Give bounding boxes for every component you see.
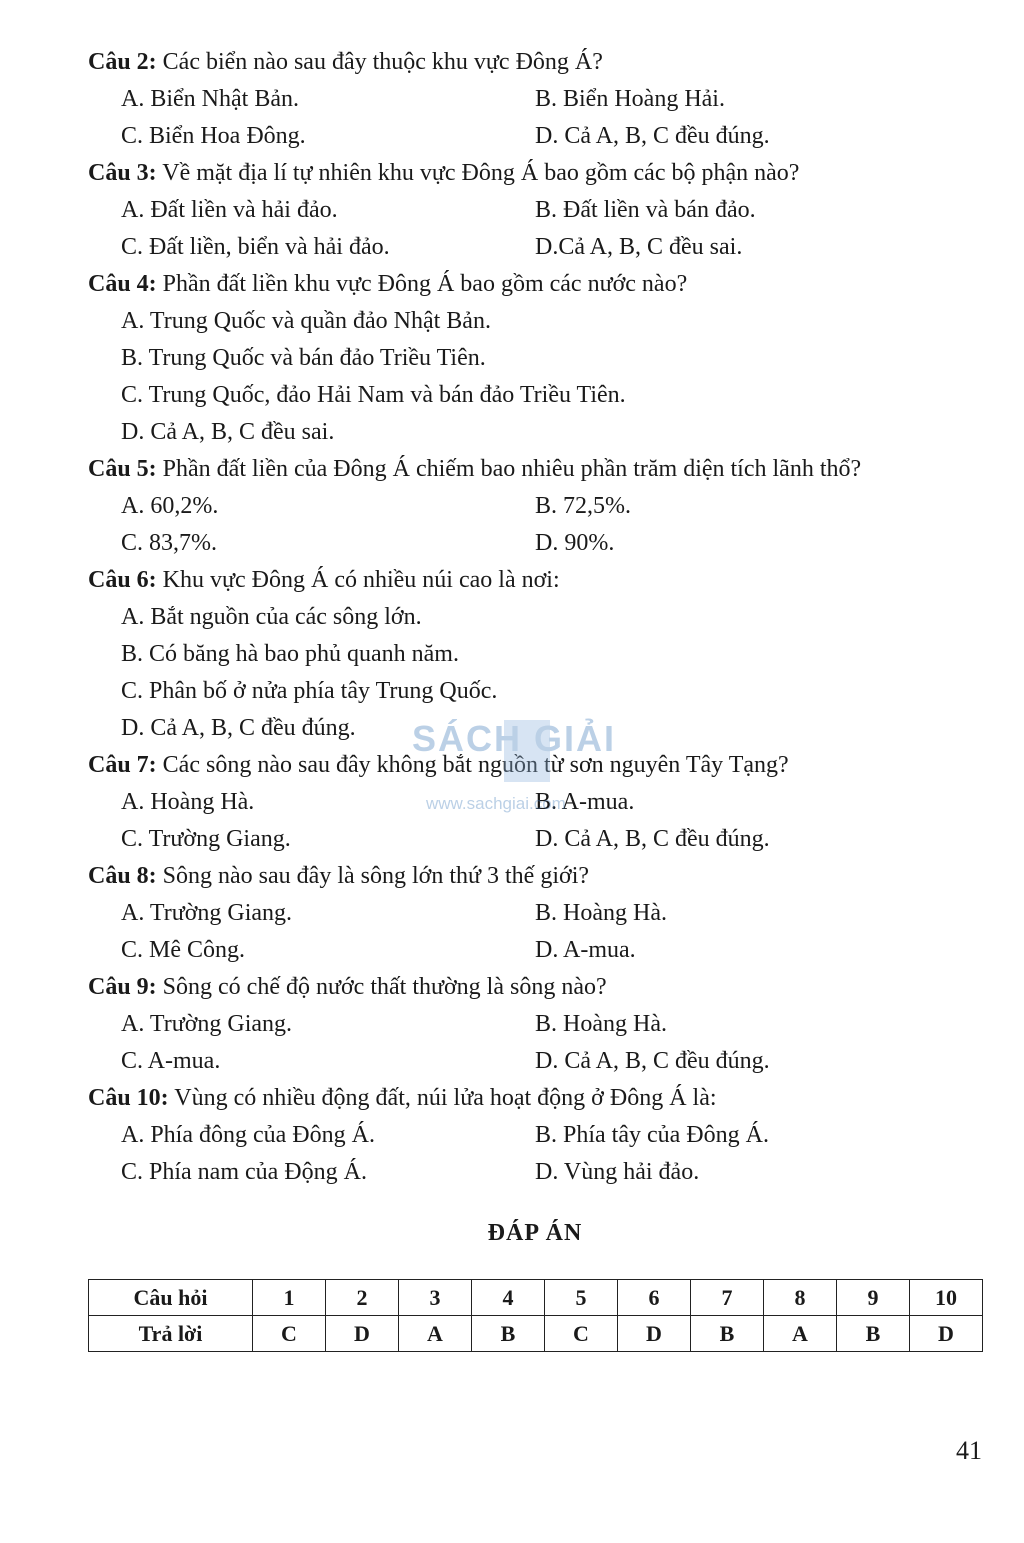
option-item: C. Biển Hoa Đông. bbox=[121, 123, 306, 149]
question-text: Khu vực Đông Á có nhiều núi cao là nơi: bbox=[156, 567, 560, 593]
question-line bbox=[88, 969, 988, 1006]
option-item: B. Hoàng Hà. bbox=[535, 1011, 667, 1037]
question-text: Vùng có nhiều động đất, núi lửa hoạt động ở Đông Á là: bbox=[168, 1085, 717, 1111]
option-item: A. Hoàng Hà. bbox=[121, 789, 255, 815]
option-row bbox=[88, 932, 988, 969]
option-item: D. 90%. bbox=[535, 530, 615, 556]
question-line bbox=[88, 747, 988, 784]
option-item: A. Đất liền và hải đảo. bbox=[121, 197, 338, 223]
option-item: A. Biển Nhật Bản. bbox=[121, 86, 299, 112]
answer-table-question-number: 9 bbox=[837, 1280, 910, 1316]
question-label: Câu 2: bbox=[88, 49, 157, 75]
answer-table-answer: C bbox=[253, 1316, 326, 1352]
answer-table-question-number: 4 bbox=[472, 1280, 545, 1316]
answer-table-answer: D bbox=[910, 1316, 983, 1352]
question-text: Sông có chế độ nước thất thường là sông nào? bbox=[156, 974, 607, 1000]
answer-table-question-number: 8 bbox=[764, 1280, 837, 1316]
answer-table-row-answers bbox=[89, 1316, 983, 1352]
option-item: C. Mê Công. bbox=[121, 937, 246, 963]
option-item: A. Bắt nguồn của các sông lớn. bbox=[121, 604, 422, 630]
option-item: B. Có băng hà bao phủ quanh năm. bbox=[121, 641, 459, 667]
option-row bbox=[88, 118, 988, 155]
option-row bbox=[88, 81, 988, 118]
option-item: B. Đất liền và bán đảo. bbox=[535, 197, 756, 223]
watermark-url: www.sachgiai.com bbox=[426, 794, 566, 813]
page-number: 41 bbox=[956, 1436, 982, 1465]
question-text: Các sông nào sau đây không bắt nguồn từ sơn nguyên Tây Tạng? bbox=[156, 752, 789, 778]
question-line bbox=[88, 266, 988, 303]
question-line bbox=[88, 44, 988, 81]
option-row bbox=[88, 229, 988, 266]
option-item: C. Trung Quốc, đảo Hải Nam và bán đảo Triều Tiên. bbox=[121, 382, 626, 408]
option-item: D. A-mua. bbox=[535, 937, 636, 963]
question-line bbox=[88, 562, 988, 599]
option-item: D. Cả A, B, C đều sai. bbox=[121, 419, 335, 445]
option-row bbox=[88, 784, 988, 821]
answer-table-question-number: 1 bbox=[253, 1280, 326, 1316]
answer-table-question-number: 10 bbox=[910, 1280, 983, 1316]
answer-table-header-questions: Câu hỏi bbox=[89, 1280, 253, 1316]
option-item: D. Vùng hải đảo. bbox=[535, 1159, 700, 1185]
option-row bbox=[88, 525, 988, 562]
option-item: A. Trường Giang. bbox=[121, 1011, 293, 1037]
question-text: Sông nào sau đây là sông lớn thứ 3 thế giới? bbox=[156, 863, 590, 889]
answer-table-answer: A bbox=[399, 1316, 472, 1352]
answer-table-answer: B bbox=[691, 1316, 764, 1352]
option-item: B. 72,5%. bbox=[535, 493, 631, 519]
answer-table-header-answers: Trả lời bbox=[89, 1316, 253, 1352]
option-item: B. A-mua. bbox=[535, 789, 635, 815]
option-row bbox=[88, 1006, 988, 1043]
answer-table-answer: B bbox=[837, 1316, 910, 1352]
watermark-brand: SÁCH GIẢI bbox=[412, 718, 617, 759]
option-item: A. Trường Giang. bbox=[121, 900, 293, 926]
option-item: C. Đất liền, biển và hải đảo. bbox=[121, 234, 390, 260]
option-row bbox=[88, 488, 988, 525]
answer-table-answer: D bbox=[326, 1316, 399, 1352]
option-item: C. A-mua. bbox=[121, 1048, 221, 1074]
question-text: Các biển nào sau đây thuộc khu vực Đông Á? bbox=[156, 49, 603, 75]
option-item: D.Cả A, B, C đều sai. bbox=[535, 234, 743, 260]
question-label: Câu 10: bbox=[88, 1085, 169, 1111]
question-line bbox=[88, 451, 988, 488]
question-text: Phần đất liền của Đông Á chiếm bao nhiêu phần trăm diện tích lãnh thổ? bbox=[156, 456, 862, 482]
answer-table-answer: D bbox=[618, 1316, 691, 1352]
answer-table-question-number: 7 bbox=[691, 1280, 764, 1316]
option-item: D. Cả A, B, C đều đúng. bbox=[121, 715, 356, 741]
option-item: C. 83,7%. bbox=[121, 530, 217, 556]
answer-table-answer: C bbox=[545, 1316, 618, 1352]
option-item: C. Trường Giang. bbox=[121, 826, 291, 852]
answer-table-question-number: 5 bbox=[545, 1280, 618, 1316]
answer-table-question-number: 2 bbox=[326, 1280, 399, 1316]
answer-table-answer: B bbox=[472, 1316, 545, 1352]
option-item: D. Cả A, B, C đều đúng. bbox=[535, 1048, 770, 1074]
question-label: Câu 5: bbox=[88, 456, 157, 482]
option-item: D. Cả A, B, C đều đúng. bbox=[535, 123, 770, 149]
option-row bbox=[88, 821, 988, 858]
question-label: Câu 3: bbox=[88, 160, 157, 186]
option-item: A. 60,2%. bbox=[121, 493, 219, 519]
option-item: A. Trung Quốc và quần đảo Nhật Bản. bbox=[121, 308, 491, 334]
option-row bbox=[88, 1043, 988, 1080]
question-line bbox=[88, 155, 988, 192]
answer-table-answer: A bbox=[764, 1316, 837, 1352]
question-label: Câu 4: bbox=[88, 271, 157, 297]
option-item: C. Phân bố ở nửa phía tây Trung Quốc. bbox=[121, 678, 498, 704]
question-list bbox=[88, 44, 988, 1191]
option-row bbox=[88, 192, 988, 229]
question-label: Câu 8: bbox=[88, 863, 157, 889]
option-item: B. Trung Quốc và bán đảo Triều Tiên. bbox=[121, 345, 486, 371]
question-line bbox=[88, 858, 988, 895]
answer-table bbox=[88, 1279, 983, 1352]
answer-table-question-number: 6 bbox=[618, 1280, 691, 1316]
answer-heading: ĐÁP ÁN bbox=[487, 1220, 583, 1246]
option-item: B. Phía tây của Đông Á. bbox=[535, 1122, 769, 1148]
question-text: Phần đất liền khu vực Đông Á bao gồm các nước nào? bbox=[156, 271, 688, 297]
question-label: Câu 9: bbox=[88, 974, 157, 1000]
option-item: B. Hoàng Hà. bbox=[535, 900, 667, 926]
answer-table-question-number: 3 bbox=[399, 1280, 472, 1316]
question-text: Về mặt địa lí tự nhiên khu vực Đông Á bao gồm các bộ phận nào? bbox=[156, 160, 800, 186]
option-item: B. Biển Hoàng Hải. bbox=[535, 86, 725, 112]
answer-table-row-questions bbox=[89, 1280, 983, 1316]
option-item: C. Phía nam của Động Á. bbox=[121, 1159, 367, 1185]
question-label: Câu 7: bbox=[88, 752, 157, 778]
option-item: D. Cả A, B, C đều đúng. bbox=[535, 826, 770, 852]
option-row bbox=[88, 1117, 988, 1154]
option-row bbox=[88, 895, 988, 932]
question-label: Câu 6: bbox=[88, 567, 157, 593]
question-line bbox=[88, 1080, 988, 1117]
option-item: A. Phía đông của Đông Á. bbox=[121, 1122, 375, 1148]
option-row bbox=[88, 1154, 988, 1191]
